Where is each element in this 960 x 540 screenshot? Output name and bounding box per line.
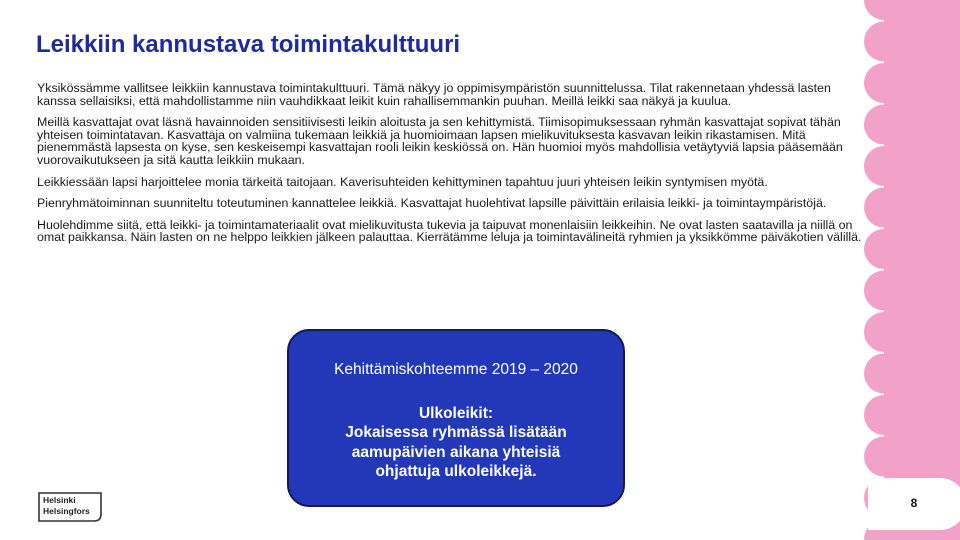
body-text [37, 82, 869, 253]
page-number: 8 [910, 496, 918, 510]
callout-line: Ulkoleikit: [418, 405, 494, 422]
callout-title: Kehittämiskohteemme 2019 – 2020 [334, 361, 578, 378]
helsinki-logo [38, 492, 102, 522]
callout-body [309, 404, 603, 482]
callout-line: ohjattuja ulkoleikkejä. [375, 463, 537, 481]
paragraph: Huolehdimme siitä, että leikki- ja toimintamateriaalit ovat mielikuvitusta tukevia ja taipuvat monenlaisiin leikkeihin. Ne ovat lasten saatavilla ja niillä on omat paikkansa. Näin lasten on ne helppo leikkien jälkeen palauttaa. Kierrätämme leluja ja toimintavälineitä ryhmien ja yksikkömme päiväkotien välillä. [37, 217, 862, 245]
logo-line: Helsinki [43, 495, 76, 505]
slide-title: Leikkiin kannustava toimintakulttuuri [36, 31, 461, 58]
callout-line: aamupäivien aikana yhteisiä [351, 443, 561, 461]
logo-line: Helsingfors [43, 506, 90, 516]
paragraph: Leikkiessään lapsi harjoittelee monia tärkeitä taitojaan. Kaverisuhteiden kehittyminen tapahtuu juuri yhteisen leikin syntymisen myötä. [37, 174, 768, 189]
paragraph: Yksikössämme vallitsee leikkiin kannustava toimintakulttuuri. Tämä näkyy jo oppimisympäristön suunnittelussa. Tilat rakennetaan yhdessä lasten kanssa sellaisiksi, että mahdollistamme niin vauhdikkaat leikit kuin rahallisemmankin puuhan. Meillä leikki saa näkyä ja kuulua. [37, 81, 831, 108]
development-goals-callout [287, 329, 625, 507]
paragraph: Pienryhmätoiminnan suunniteltu toteutuminen kannattelee leikkiä. Kasvattajat huolehtivat lapsille päivittäin erilaisia leikki- ja toimintaympäristöjä. [37, 196, 827, 211]
callout-line: Jokaisessa ryhmässä lisätään [345, 424, 567, 442]
paragraph: Meillä kasvattajat ovat läsnä havainnoiden sensitiivisesti leikin aloitusta ja sen kehittymistä. Tiimisopimuksessaan ryhmän kasvattajat sopivat tähän yhteisen toimintatavan. Kasvattaja on valmiina tukemaan leikkiä ja huomioimaan lapsen mielikuvituksesta kasvavan leikin rikastamisen. Mitä pienemmästä lapsesta on kyse, sen keskeisempi kasvattajan rooli leikin keskiössä on. Hän huomioi myös mahdollisia vetäytyviä lapsia pääsemään vuorovaikutukseen ja sitä kautta leikkiin mukaan. [37, 115, 843, 167]
logo-text [43, 495, 90, 517]
